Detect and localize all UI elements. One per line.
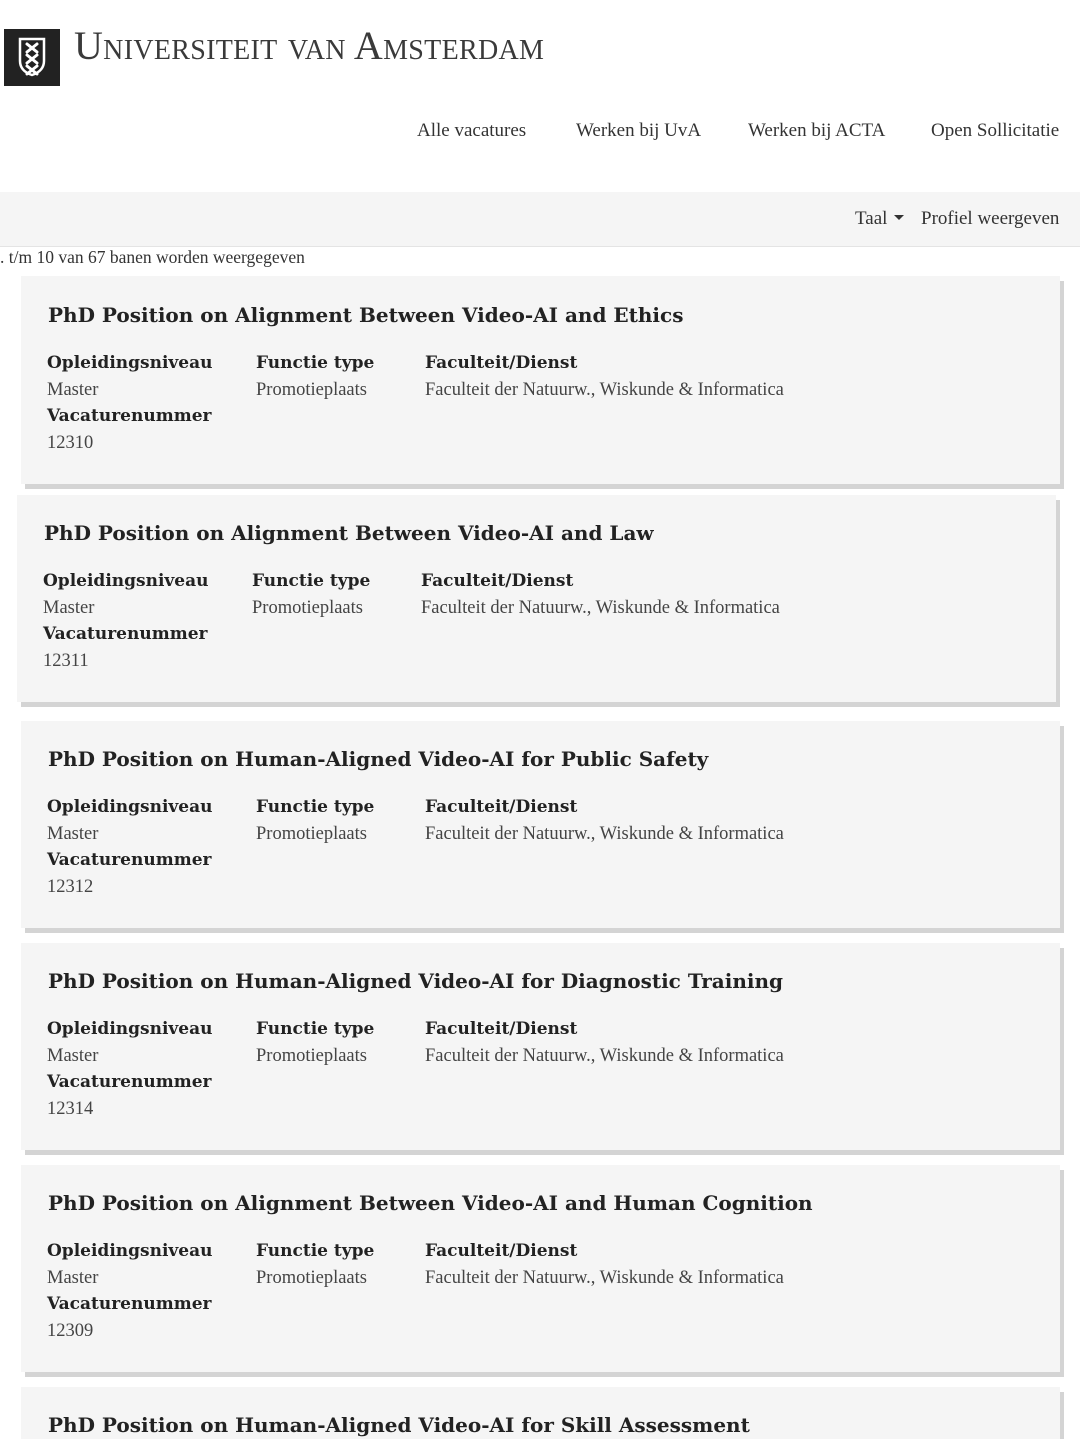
- type-value: Promotieplaats: [256, 1268, 367, 1288]
- language-label: Taal: [855, 208, 888, 229]
- type-label: Functie type: [256, 797, 375, 817]
- level-value: Master: [47, 1046, 99, 1066]
- number-value: 12312: [47, 877, 94, 897]
- job-title[interactable]: PhD Position on Alignment Between Video-AI and Ethics: [48, 303, 684, 327]
- language-dropdown[interactable]: [855, 205, 904, 233]
- type-value: Promotieplaats: [256, 380, 367, 400]
- nav-alle-vacatures[interactable]: Alle vacatures: [417, 120, 527, 141]
- type-value: Promotieplaats: [256, 824, 367, 844]
- results-count: . t/m 10 van 67 banen worden weergegeven: [0, 247, 305, 267]
- uva-crest-icon[interactable]: [4, 29, 60, 86]
- number-label: Vacaturenummer: [47, 850, 212, 870]
- job-card[interactable]: [21, 1165, 1060, 1372]
- job-card[interactable]: [21, 943, 1060, 1150]
- number-value: 12309: [47, 1321, 94, 1341]
- type-value: Promotieplaats: [256, 1046, 367, 1066]
- level-value: Master: [47, 824, 99, 844]
- faculty-label: Faculteit/Dienst: [425, 1241, 578, 1261]
- job-card[interactable]: [21, 276, 1060, 484]
- faculty-label: Faculteit/Dienst: [425, 1019, 578, 1039]
- level-label: Opleidingsniveau: [47, 353, 213, 373]
- main-nav: [0, 117, 1080, 145]
- faculty-value: Faculteit der Natuurw., Wiskunde & Informatica: [425, 824, 784, 844]
- type-label: Functie type: [256, 1019, 375, 1039]
- level-label: Opleidingsniveau: [47, 797, 213, 817]
- level-label: Opleidingsniveau: [47, 1241, 213, 1261]
- utility-bar: [0, 192, 1080, 247]
- level-label: Opleidingsniveau: [47, 1019, 213, 1039]
- level-label: Opleidingsniveau: [43, 571, 209, 591]
- nav-open-sollicitatie[interactable]: Open Sollicitatie: [931, 120, 1060, 141]
- profile-link[interactable]: Profiel weergeven: [921, 208, 1060, 229]
- nav-werken-bij-uva[interactable]: Werken bij UvA: [576, 120, 702, 141]
- job-card[interactable]: [21, 721, 1060, 928]
- job-title[interactable]: PhD Position on Alignment Between Video-AI and Human Cognition: [48, 1191, 813, 1215]
- nav-werken-bij-acta[interactable]: Werken bij ACTA: [748, 120, 886, 141]
- job-card[interactable]: [21, 1387, 1060, 1439]
- site-title[interactable]: Universiteit van Amsterdam: [74, 23, 545, 68]
- faculty-label: Faculteit/Dienst: [421, 571, 574, 591]
- number-label: Vacaturenummer: [47, 406, 212, 426]
- job-title[interactable]: PhD Position on Human-Aligned Video-AI for Public Safety: [48, 747, 709, 771]
- number-label: Vacaturenummer: [47, 1072, 212, 1092]
- job-title[interactable]: PhD Position on Human-Aligned Video-AI for Diagnostic Training: [48, 969, 783, 993]
- faculty-value: Faculteit der Natuurw., Wiskunde & Informatica: [425, 380, 784, 400]
- job-card[interactable]: [17, 495, 1056, 702]
- faculty-label: Faculteit/Dienst: [425, 797, 578, 817]
- job-title[interactable]: PhD Position on Alignment Between Video-AI and Law: [44, 521, 654, 545]
- faculty-label: Faculteit/Dienst: [425, 353, 578, 373]
- number-label: Vacaturenummer: [47, 1294, 212, 1314]
- type-label: Functie type: [256, 353, 375, 373]
- faculty-value: Faculteit der Natuurw., Wiskunde & Informatica: [425, 1268, 784, 1288]
- job-title[interactable]: PhD Position on Human-Aligned Video-AI for Skill Assessment: [48, 1413, 750, 1437]
- type-label: Functie type: [252, 571, 371, 591]
- number-label: Vacaturenummer: [43, 624, 208, 644]
- level-value: Master: [47, 1268, 99, 1288]
- level-value: Master: [47, 380, 99, 400]
- type-label: Functie type: [256, 1241, 375, 1261]
- caret-down-icon: [894, 215, 904, 220]
- faculty-value: Faculteit der Natuurw., Wiskunde & Informatica: [425, 1046, 784, 1066]
- faculty-value: Faculteit der Natuurw., Wiskunde & Informatica: [421, 598, 780, 618]
- number-value: 12310: [47, 433, 94, 453]
- number-value: 12311: [43, 651, 89, 671]
- type-value: Promotieplaats: [252, 598, 363, 618]
- site-header: [0, 0, 1080, 192]
- number-value: 12314: [47, 1099, 94, 1119]
- level-value: Master: [43, 598, 95, 618]
